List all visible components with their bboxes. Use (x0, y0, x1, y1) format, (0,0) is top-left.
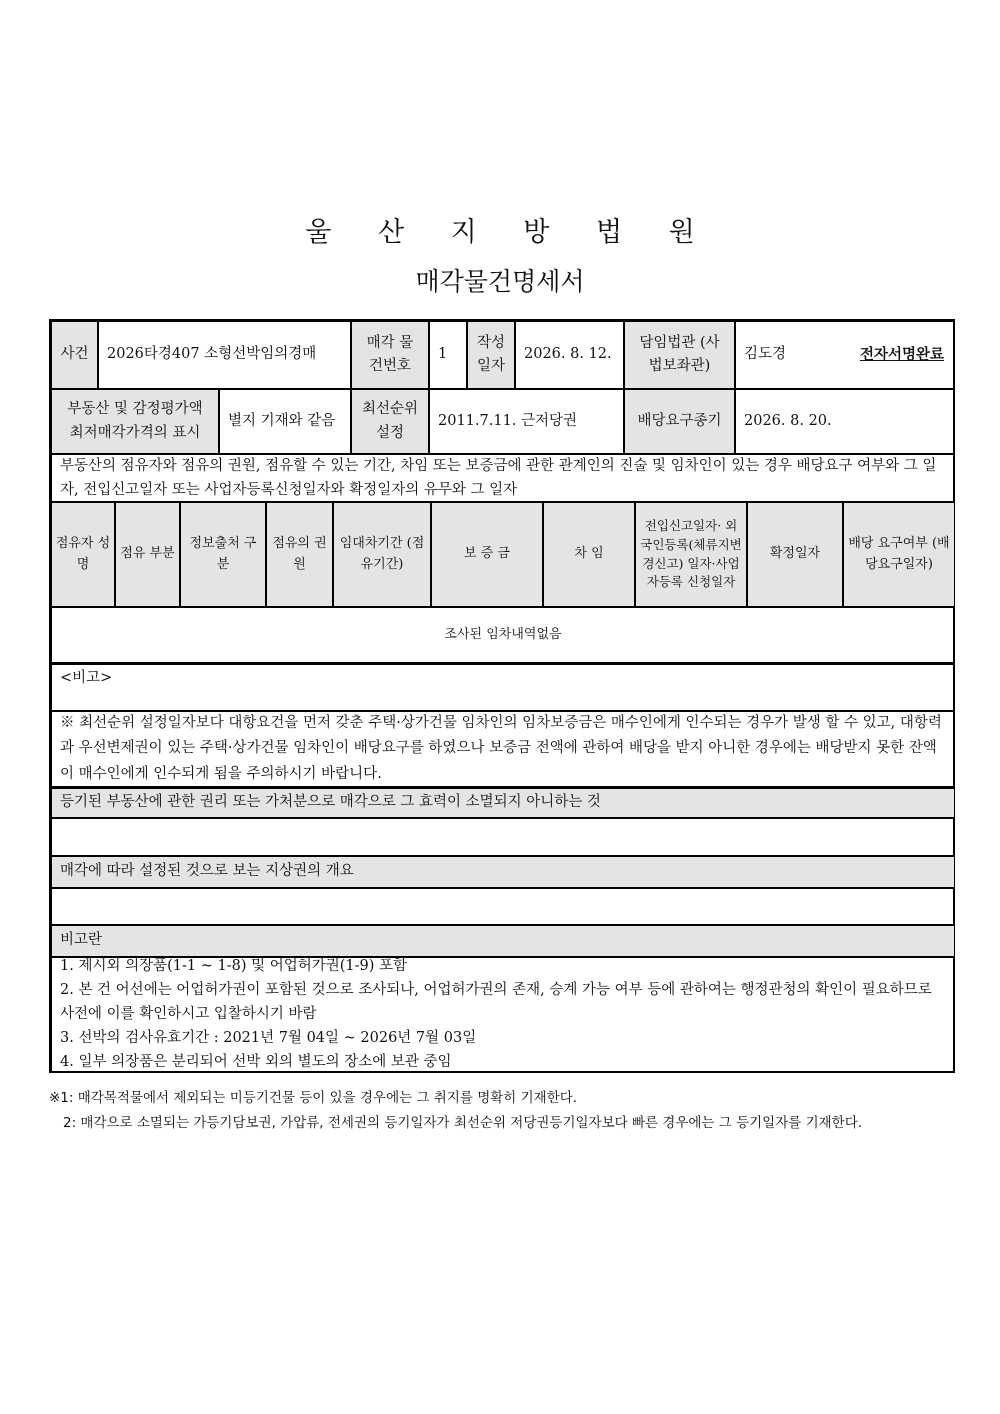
written-date-value: 2026. 8. 12. (515, 321, 624, 389)
footnote-2: 2: 매각으로 소멸되는 가등기담보권, 가압류, 전세권의 등기일자가 최선순위 저당권등기일자보다 빠른 경우에는 그 등기일자를 기재한다. (63, 1115, 863, 1131)
judge-cell (735, 321, 955, 389)
note-item: 1. 제시외 의장품(1-1 ~ 1-8) 및 어업허가권(1-9) 포함 (60, 958, 408, 975)
remarks-label: <비고> (51, 663, 955, 711)
footnote-1: ※1: 매각목적물에서 제외되는 미등기건물 등이 있을 경우에는 그 취지를 명확히 기재한다. (49, 1090, 578, 1106)
property-label: 부동산 및 감정평가액 최저매각가격의 표시 (51, 389, 219, 454)
col-deposit: 보 증 금 (431, 502, 543, 607)
no-lease-row: 조사된 임차내역없음 (51, 607, 955, 663)
col-info-source: 정보출처 구 분 (180, 502, 266, 607)
registered-rights-label: 등기된 부동산에 관한 권리 또는 가처분으로 매각으로 그 효력이 소멸되지 아니하는 것 (51, 787, 955, 818)
col-occupied-part: 점유 부분 (115, 502, 180, 607)
notes-label: 비고란 (51, 925, 955, 957)
registered-rights-content (51, 818, 955, 856)
document-title: 매각물건명세서 (415, 267, 585, 296)
priority-value: 2011.7.11. 근저당권 (429, 389, 624, 454)
sale-item-statement-form (49, 319, 955, 1073)
dividend-deadline-value: 2026. 8. 20. (735, 389, 955, 454)
priority-label: 최선순위 설정 (351, 389, 429, 454)
col-occupancy-title: 점유의 권 원 (266, 502, 333, 607)
notes-content (51, 957, 955, 1073)
property-value: 별지 기재와 같음 (219, 389, 351, 454)
col-occupant-name: 점유자 성 명 (51, 502, 115, 607)
case-label: 사건 (51, 321, 98, 389)
signature-status: 전자서명완료 (859, 346, 944, 364)
remarks-notice: ※ 최선순위 설정일자보다 대항요건을 먼저 갖춘 주택·상가건물 임차인의 임차보증금은 매수인에게 인수되는 경우가 발생 할 수 있고, 대항력과 우선변제권이 있는 주택·상가건물 임차인이 배당요구를 하였으나 보증금 전액에 관하여 배당을 받지 아니한 경우에는 배당받지 못한 잔액이 매수인에게 인수되게 됨을 주의하시기 바랍니다. (51, 711, 955, 787)
item-number-label: 매각 물건번호 (351, 321, 429, 389)
judge-label: 담임법관 (사법보좌관) (624, 321, 735, 389)
col-dividend-request: 배당 요구여부 (배당요구일자) (843, 502, 955, 607)
superficies-content (51, 888, 955, 925)
court-name: 울 산 지 방 법 원 (305, 217, 714, 248)
occupancy-description: 부동산의 점유자와 점유의 권원, 점유할 수 있는 기간, 차임 또는 보증금에 관한 관계인의 진술 및 임차인이 있는 경우 배당요구 여부와 그 일자, 전입신고일자 또는 사업자등록신청일자와 확정일자의 유무와 그 일자 (51, 454, 955, 502)
col-rent: 차 임 (543, 502, 635, 607)
note-item: 3. 선박의 검사유효기간 : 2021년 7월 04일 ~ 2026년 7월 03일 (60, 1029, 477, 1046)
item-number-value: 1 (429, 321, 467, 389)
superficies-label: 매각에 따라 설정된 것으로 보는 지상권의 개요 (51, 856, 955, 888)
col-fixed-date: 확정일자 (747, 502, 843, 607)
note-item: 2. 본 건 어선에는 어업허가권이 포함된 것으로 조사되나, 어업허가권의 존재, 승계 가능 여부 등에 관하여는 행정관청의 확인이 필요하므로 사전에 이를 확인하시고 입찰하시기 바람 (60, 982, 932, 1023)
judge-name: 김도경 (744, 346, 787, 363)
note-item: 4. 일부 의장품은 분리되어 선박 외의 별도의 장소에 보관 중임 (60, 1053, 452, 1070)
case-value: 2026타경407 소형선박임의경매 (98, 321, 351, 389)
col-lease-period: 임대차기간 (점유기간) (333, 502, 431, 607)
col-move-in-date: 전입신고일자· 외국인등록(체류지변경신고) 일자·사업자등록 신청일자 (635, 502, 747, 607)
dividend-deadline-label: 배당요구종기 (624, 389, 735, 454)
written-date-label: 작성 일자 (467, 321, 515, 389)
